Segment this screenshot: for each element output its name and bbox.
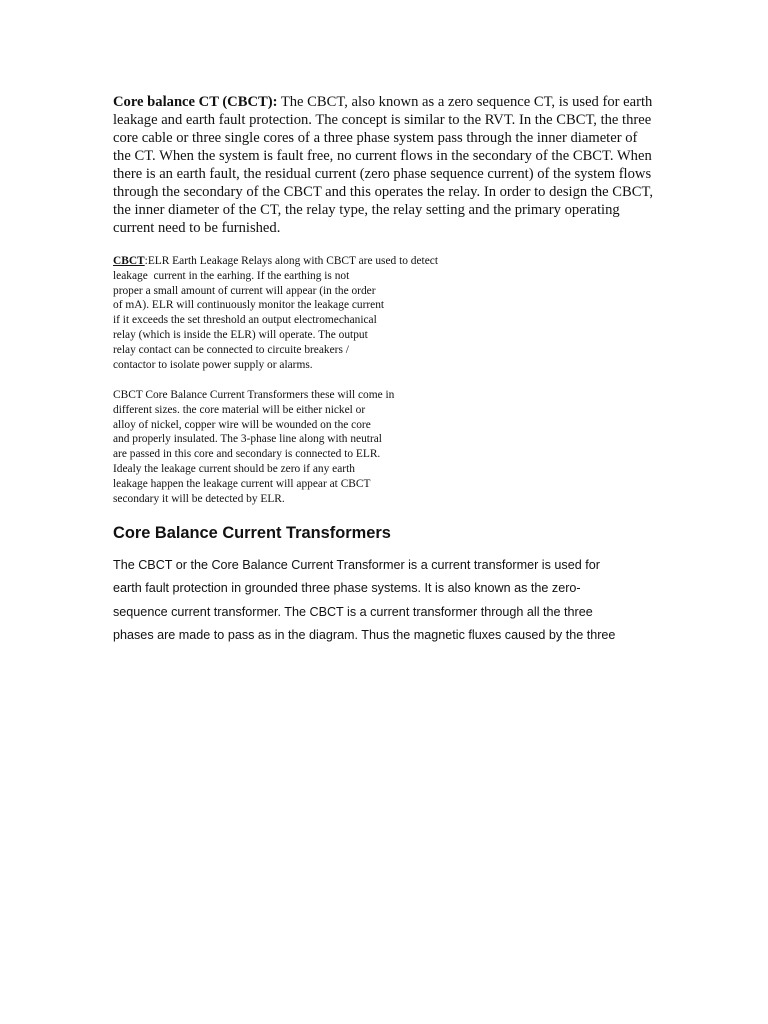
section-body-line: earth fault protection in grounded three phase systems. It is also known as the zero-	[113, 581, 581, 596]
elr-paragraph-line: contactor to isolate power supply or alarms.	[113, 358, 313, 371]
elr-paragraph	[113, 254, 438, 372]
cbct-material-line: secondary it will be detected by ELR.	[113, 492, 285, 505]
cbct-material-line: and properly insulated. The 3-phase line along with neutral	[113, 433, 382, 446]
section-body-line: sequence current transformer. The CBCT is a current transformer through all the three	[113, 604, 593, 619]
cbct-material-line: leakage happen the leakage current will appear at CBCT	[113, 477, 371, 490]
paragraph-lead-title: Core balance CT (CBCT):	[113, 94, 278, 110]
section-body-line: phases are made to pass as in the diagram. Thus the magnetic fluxes caused by the three	[113, 628, 616, 643]
cbct-material-line: different sizes. the core material will be either nickel or	[113, 403, 366, 416]
elr-paragraph-line: relay (which is inside the ELR) will operate. The output	[113, 328, 368, 341]
elr-first-line-text: :ELR Earth Leakage Relays along with CBCT are used to detect	[144, 255, 438, 267]
elr-paragraph-line: if it exceeds the set threshold an output electromechanical	[113, 314, 377, 327]
cbct-material-line: are passed in this core and secondary is connected to ELR.	[113, 448, 381, 461]
section-body-paragraph	[113, 554, 615, 648]
elr-paragraph-line: relay contact can be connected to circuite breakers /	[113, 343, 349, 356]
cbct-material-line: Idealy the leakage current should be zero if any earth	[113, 462, 355, 475]
cbct-material-paragraph	[113, 388, 394, 506]
elr-paragraph-line: proper a small amount of current will appear (in the order	[113, 284, 376, 297]
elr-paragraph-line: leakage current in the earhing. If the earthing is not	[113, 269, 350, 282]
elr-paragraph-line-0	[113, 254, 438, 269]
paragraph-body-text: The CBCT, also known as a zero sequence CT, is used for earth leakage and earth fault protection. The concept is similar to the RVT. In the CBCT, the three core cable or three single cores of a three phase system pass through the inner diameter of the CT. When the system is fault free, no current flows in the secondary of the CBCT. When there is an earth fault, the residual current (zero phase sequence current) of the system flows through the secondary of the CBCT and this operates the relay. In order to design the CBCT, the inner diameter of the CT, the relay type, the relay setting and the primary operating current need to be furnished.	[113, 94, 653, 236]
section-heading: Core Balance Current Transformers	[113, 524, 391, 542]
section-body-line: The CBCT or the Core Balance Current Transformer is a current transformer is used for	[113, 558, 600, 572]
cbct-intro-paragraph	[113, 93, 658, 237]
cbct-underlined-label: CBCT	[113, 255, 145, 267]
elr-paragraph-line: of mA). ELR will continuously monitor the leakage current	[113, 299, 385, 312]
cbct-material-line: alloy of nickel, copper wire will be wounded on the core	[113, 418, 371, 431]
cbct-material-line: CBCT Core Balance Current Transformers these will come in	[113, 389, 395, 401]
